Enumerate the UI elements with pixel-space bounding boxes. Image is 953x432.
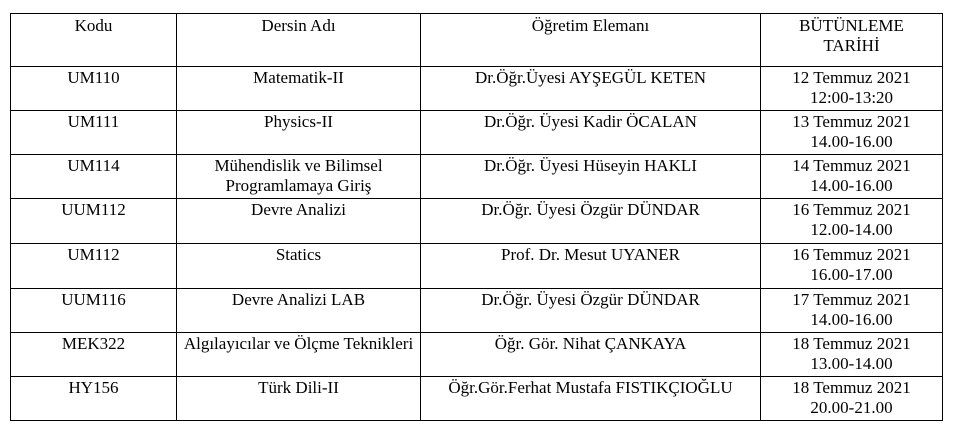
- instructor-name: Dr.Öğr.Üyesi AYŞEGÜL KETEN: [421, 67, 761, 111]
- header-instructor: Öğretim Elemanı: [421, 14, 761, 67]
- table-row: [11, 111, 943, 155]
- table-row: [11, 333, 943, 377]
- table-row: [11, 289, 943, 333]
- course-code: UM111: [11, 111, 177, 155]
- header-exam-date: [761, 14, 943, 67]
- table-body: [11, 67, 943, 421]
- course-name: Algılayıcılar ve Ölçme Teknikleri: [177, 333, 421, 377]
- header-exam-date-line2: TARİHİ: [823, 36, 880, 55]
- exam-time: 12.00-14.00: [810, 220, 893, 239]
- exam-datetime: [761, 199, 943, 244]
- exam-time: 12:00-13:20: [809, 88, 894, 107]
- course-code: UUM116: [11, 289, 177, 333]
- exam-time: 14.00-16.00: [810, 176, 893, 195]
- exam-date: 16 Temmuz 2021: [792, 245, 911, 264]
- instructor-name: Dr.Öğr. Üyesi Özgür DÜNDAR: [421, 289, 761, 333]
- exam-datetime: [761, 67, 943, 111]
- course-name: Physics-II: [177, 111, 421, 155]
- exam-time: 16.00-17.00: [810, 265, 893, 284]
- table-row: [11, 244, 943, 289]
- instructor-name: Dr.Öğr. Üyesi Hüseyin HAKLI: [421, 155, 761, 199]
- course-code: UUM112: [11, 199, 177, 244]
- course-code: UM110: [11, 67, 177, 111]
- course-name: Matematik-II: [177, 67, 421, 111]
- exam-date: 18 Temmuz 2021: [792, 334, 911, 353]
- course-code: HY156: [11, 377, 177, 421]
- exam-time: 20.00-21.00: [810, 398, 893, 417]
- instructor-name: Prof. Dr. Mesut UYANER: [421, 244, 761, 289]
- course-code: UM114: [11, 155, 177, 199]
- exam-date: 14 Temmuz 2021: [792, 156, 911, 175]
- exam-time: 13.00-14.00: [810, 354, 893, 373]
- course-name: Devre Analizi LAB: [177, 289, 421, 333]
- header-exam-date-line1: BÜTÜNLEME: [799, 16, 904, 35]
- header-course: Dersin Adı: [177, 14, 421, 67]
- header-row: [11, 14, 943, 67]
- instructor-name: Öğr. Gör. Nihat ÇANKAYA: [421, 333, 761, 377]
- table-row: [11, 67, 943, 111]
- exam-datetime: [761, 333, 943, 377]
- table-header: [11, 14, 943, 67]
- exam-date: 17 Temmuz 2021: [792, 290, 911, 309]
- exam-date: 16 Temmuz 2021: [792, 200, 911, 219]
- instructor-name: Dr.Öğr. Üyesi Kadir ÖCALAN: [421, 111, 761, 155]
- header-code: Kodu: [11, 14, 177, 67]
- table-row: [11, 199, 943, 244]
- exam-datetime: [761, 377, 943, 421]
- exam-date: 18 Temmuz 2021: [792, 378, 911, 397]
- table-row: [11, 155, 943, 199]
- exam-date: 13 Temmuz 2021: [792, 112, 911, 131]
- instructor-name: Dr.Öğr. Üyesi Özgür DÜNDAR: [421, 199, 761, 244]
- exam-date: 12 Temmuz 2021: [792, 68, 911, 87]
- course-name: Mühendislik ve Bilimsel Programlamaya Giriş: [177, 155, 421, 199]
- course-code: UM112: [11, 244, 177, 289]
- course-name: Devre Analizi: [177, 199, 421, 244]
- exam-time: 14.00-16.00: [810, 132, 893, 151]
- table-row: [11, 377, 943, 421]
- exam-datetime: [761, 244, 943, 289]
- exam-schedule-table: [10, 13, 943, 421]
- exam-datetime: [761, 289, 943, 333]
- course-name: Türk Dili-II: [177, 377, 421, 421]
- exam-datetime: [761, 111, 943, 155]
- instructor-name: Öğr.Gör.Ferhat Mustafa FISTIKÇIOĞLU: [421, 377, 761, 421]
- course-code: MEK322: [11, 333, 177, 377]
- course-name: Statics: [177, 244, 421, 289]
- exam-datetime: [761, 155, 943, 199]
- exam-time: 14.00-16.00: [810, 310, 893, 329]
